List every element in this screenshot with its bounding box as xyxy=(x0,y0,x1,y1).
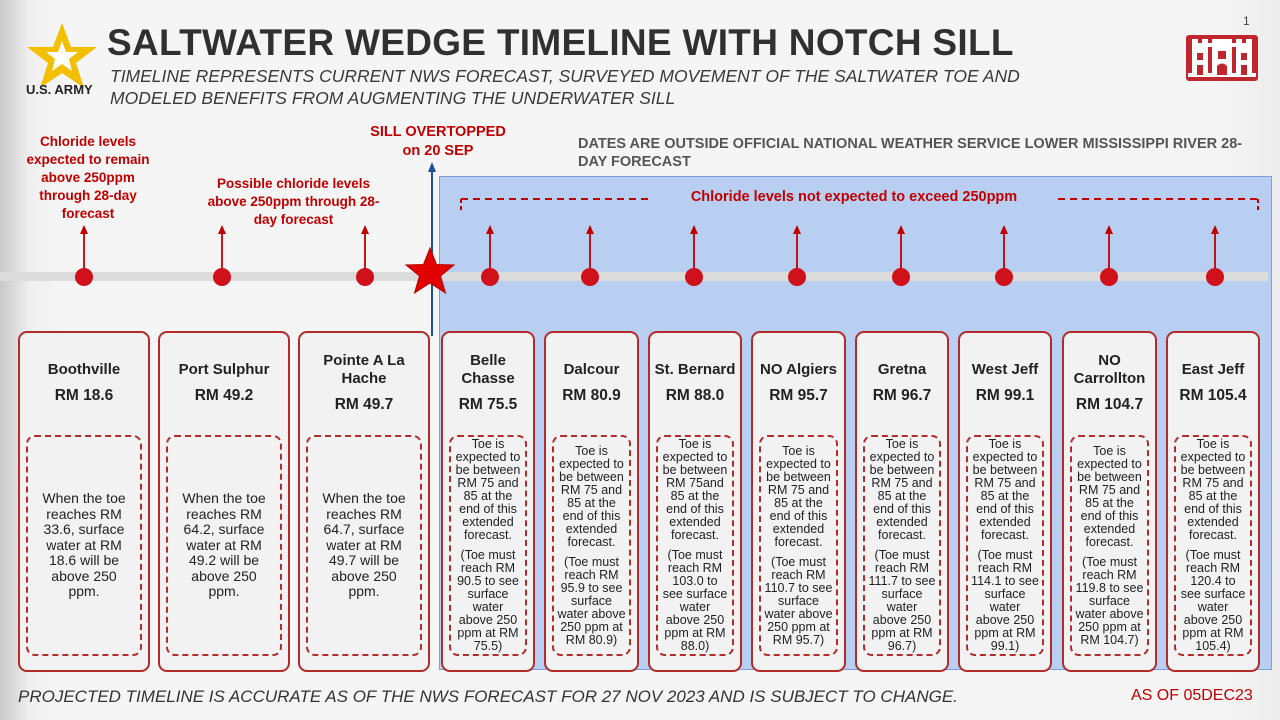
card-note xyxy=(656,435,734,656)
card-note xyxy=(449,435,527,656)
river-mile: RM 105.4 xyxy=(1179,387,1247,404)
location-name: Dalcour xyxy=(563,361,620,378)
location-marker-dot-0 xyxy=(75,268,93,286)
marker-arrowhead-9 xyxy=(1105,225,1113,234)
river-mile: RM 49.2 xyxy=(194,387,254,404)
sill-line-arrowhead xyxy=(428,162,436,172)
location-name: Boothville xyxy=(47,361,121,378)
river-mile: RM 88.0 xyxy=(665,387,725,404)
location-name: Belle Chasse xyxy=(461,352,515,387)
marker-arrowhead-4 xyxy=(586,225,594,234)
location-card xyxy=(158,331,290,672)
note-condition: (Toe must reach RM 111.7 to see surface water above 250 ppm at RM 96.7) xyxy=(868,548,936,653)
location-card xyxy=(648,331,742,672)
location-name: NO Carrollton xyxy=(1073,352,1146,387)
card-note xyxy=(306,435,422,656)
card-header xyxy=(753,333,844,433)
location-name: West Jeff xyxy=(971,361,1039,378)
sill-overtopped-star-icon xyxy=(406,248,454,293)
card-header xyxy=(160,333,288,433)
card-header xyxy=(650,333,740,433)
as-of-date: AS OF 05DEC23 xyxy=(1131,687,1253,704)
note-text: Toe is expected to be between RM 75 and 85 at the end of this extended forecast. xyxy=(766,443,831,549)
page-title: SALTWATER WEDGE TIMELINE WITH NOTCH SILL xyxy=(107,22,1014,63)
page-subtitle: TIMELINE REPRESENTS CURRENT NWS FORECAST, SURVEYED MOVEMENT OF THE SALTWATER TOE AND MODELED BENEFITS FROM AUGMENTING THE UNDERWATER SILL xyxy=(110,66,1020,108)
location-name: Gretna xyxy=(877,361,927,378)
marker-arrowhead-5 xyxy=(690,225,698,234)
card-note xyxy=(166,435,282,656)
marker-arrowhead-0 xyxy=(80,225,88,234)
note-text: Toe is expected to be between RM 75 and 85 at the end of this extended forecast. xyxy=(559,443,624,549)
location-name: Pointe A La Hache xyxy=(323,352,405,387)
card-note xyxy=(966,435,1044,656)
location-card xyxy=(1166,331,1260,672)
marker-arrowhead-6 xyxy=(793,225,801,234)
location-name: St. Bernard xyxy=(654,361,736,378)
note-text: Toe is expected to be between RM 75 and 85 at the end of this extended forecast. xyxy=(1077,443,1142,549)
location-marker-dot-10 xyxy=(1206,268,1224,286)
card-note xyxy=(26,435,142,656)
card-note xyxy=(759,435,838,656)
river-mile: RM 80.9 xyxy=(562,387,621,404)
note-text: Toe is expected to be between RM 75 and 85 at the end of this extended forecast. xyxy=(869,437,935,542)
river-mile: RM 49.7 xyxy=(334,396,394,413)
location-name: Port Sulphur xyxy=(178,361,270,378)
timeline-bar xyxy=(0,272,1268,281)
card-header xyxy=(546,333,637,433)
location-marker-dot-6 xyxy=(788,268,806,286)
note-condition: (Toe must reach RM 103.0 to see surface water above 250 ppm at RM 88.0) xyxy=(662,548,728,653)
footer-disclaimer: PROJECTED TIMELINE IS ACCURATE AS OF THE NWS FORECAST FOR 27 NOV 2023 AND IS SUBJECT TO CHANGE. xyxy=(18,687,958,706)
location-marker-dot-4 xyxy=(581,268,599,286)
note-text: Toe is expected to be between RM 75 and 85 at the end of this extended forecast. xyxy=(455,437,521,542)
note-text: When the toe reaches RM 64.7, surface water at RM 49.7 will be above 250 ppm. xyxy=(322,490,406,600)
note-condition: (Toe must reach RM 95.9 to see surface water above 250 ppm at RM 80.9) xyxy=(557,554,626,647)
sill-overtopped-line2: on 20 SEP xyxy=(402,143,474,159)
location-marker-dot-9 xyxy=(1100,268,1118,286)
location-marker-dot-1 xyxy=(213,268,231,286)
label-possible-above: Possible chloride levels above 250ppm through 28-day forecast xyxy=(207,176,380,227)
card-header xyxy=(1168,333,1258,433)
river-mile: RM 99.1 xyxy=(975,387,1035,404)
note-condition: (Toe must reach RM 90.5 to see surface water above 250 ppm at RM 75.5) xyxy=(457,548,519,653)
card-header xyxy=(300,333,428,433)
river-mile: RM 18.6 xyxy=(54,387,114,404)
card-header xyxy=(1064,333,1155,433)
location-card xyxy=(298,331,430,672)
note-text: When the toe reaches RM 33.6, surface water at RM 18.6 will be above 250 ppm. xyxy=(42,490,126,600)
card-note xyxy=(1174,435,1252,656)
location-marker-dot-3 xyxy=(481,268,499,286)
marker-arrowhead-8 xyxy=(1000,225,1008,234)
location-name: East Jeff xyxy=(1181,361,1245,378)
army-logo-text: U.S. ARMY xyxy=(26,82,93,97)
label-outside-forecast: DATES ARE OUTSIDE OFFICIAL NATIONAL WEATHER SERVICE LOWER MISSISSIPPI RIVER 28-DAY FORECAST xyxy=(578,136,1243,170)
note-condition: (Toe must reach RM 119.8 to see surface water above 250 ppm at RM 104.7) xyxy=(1075,554,1144,647)
marker-arrowhead-10 xyxy=(1211,225,1219,234)
note-text: Toe is expected to be between RM 75 and 85 at the end of this extended forecast. xyxy=(972,437,1038,542)
usace-castle-icon xyxy=(1186,35,1258,81)
location-marker-dot-7 xyxy=(892,268,910,286)
location-card xyxy=(1062,331,1157,672)
location-card xyxy=(544,331,639,672)
label-remain-above: Chloride levels expected to remain above 250ppm through 28-day forecast xyxy=(26,134,150,221)
location-card xyxy=(958,331,1052,672)
sill-overtopped-line1: SILL OVERTOPPED xyxy=(370,124,506,140)
card-note xyxy=(1070,435,1149,656)
location-marker-dot-8 xyxy=(995,268,1013,286)
note-text: Toe is expected to be between RM 75and 85 at the end of this extended forecast. xyxy=(662,437,728,542)
location-card xyxy=(751,331,846,672)
page-number: 1 xyxy=(1243,14,1250,28)
location-marker-dot-5 xyxy=(685,268,703,286)
location-card xyxy=(855,331,949,672)
note-text: When the toe reaches RM 64.2, surface water at RM 49.2 will be above 250 ppm. xyxy=(182,490,266,600)
marker-arrowhead-7 xyxy=(897,225,905,234)
label-not-exceed: Chloride levels not expected to exceed 250ppm xyxy=(690,189,1018,205)
marker-arrowhead-3 xyxy=(486,225,494,234)
location-card xyxy=(441,331,535,672)
card-note xyxy=(863,435,941,656)
card-header xyxy=(857,333,947,433)
river-mile: RM 96.7 xyxy=(872,387,932,404)
river-mile: RM 104.7 xyxy=(1075,396,1144,413)
card-header xyxy=(443,333,533,433)
card-header xyxy=(960,333,1050,433)
river-mile: RM 95.7 xyxy=(769,387,828,404)
note-condition: (Toe must reach RM 110.7 to see surface water above 250 ppm at RM 95.7) xyxy=(764,554,833,647)
river-mile: RM 75.5 xyxy=(458,396,518,413)
location-card xyxy=(18,331,150,672)
label-sill-overtopped xyxy=(352,123,524,161)
note-text: Toe is expected to be between RM 75 and 85 at the end of this extended forecast. xyxy=(1180,437,1246,542)
note-condition: (Toe must reach RM 120.4 to see surface water above 250 ppm at RM 105.4) xyxy=(1180,548,1246,653)
note-condition: (Toe must reach RM 114.1 to see surface water above 250 ppm at RM 99.1) xyxy=(971,548,1039,653)
card-note xyxy=(552,435,631,656)
location-name: NO Algiers xyxy=(760,361,837,378)
card-header xyxy=(20,333,148,433)
location-marker-dot-2 xyxy=(356,268,374,286)
